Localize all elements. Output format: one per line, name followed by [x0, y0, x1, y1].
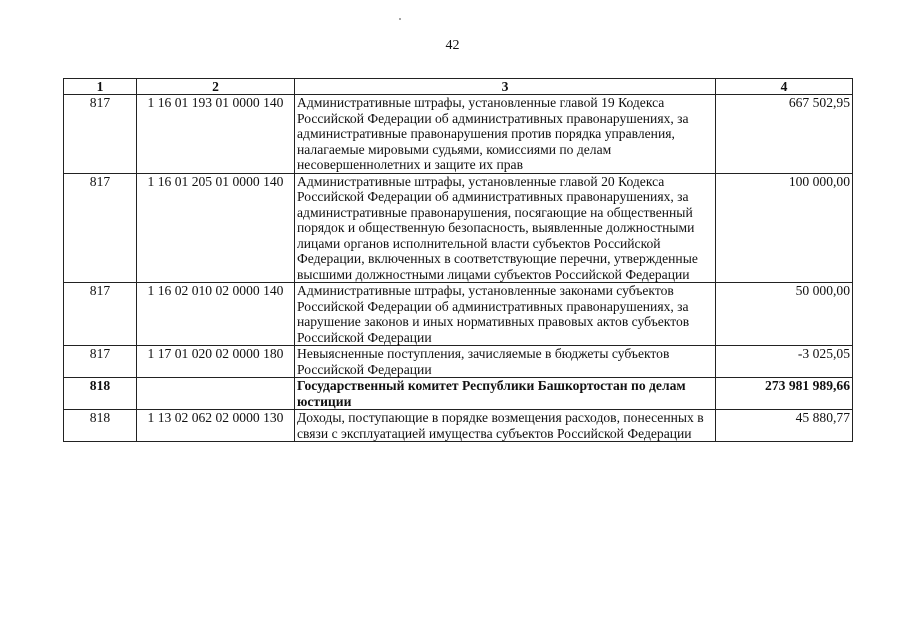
budget-code-cell: 1 16 01 193 01 0000 140 — [137, 95, 295, 174]
column-header-3: 3 — [295, 79, 716, 95]
page-number: 42 — [445, 38, 460, 53]
amount-cell: 45 880,77 — [716, 410, 853, 442]
admin-code-cell: 818 — [64, 378, 137, 410]
income-name-cell: Доходы, поступающие в порядке возмещения расходов, понесенных в связи с эксплуатацией имущества субъектов Российской Федерации — [295, 410, 716, 442]
table-row — [64, 283, 853, 346]
column-header-1: 1 — [64, 79, 137, 95]
table-row — [64, 410, 853, 442]
income-name-cell: Административные штрафы, установленные главой 20 Кодекса Российской Федерации об административных правонарушениях, за административные правонарушения, посягающие на общественный порядок и общественную безопасность, выявленные должностными лицами органов исполнительной власти субъектов Российской Федерации, включенных в соответствующие перечни, утвержденные высшими должностными лицами субъектов Российской Федерации — [295, 173, 716, 283]
admin-code-cell: 817 — [64, 173, 137, 283]
amount-cell: 667 502,95 — [716, 95, 853, 174]
scan-speck — [399, 18, 401, 20]
budget-code-cell: 1 16 02 010 02 0000 140 — [137, 283, 295, 346]
amount-cell: -3 025,05 — [716, 346, 853, 378]
table-row — [64, 95, 853, 174]
admin-code-cell: 817 — [64, 95, 137, 174]
income-name-cell: Административные штрафы, установленные законами субъектов Российской Федерации об административных правонарушениях, за нарушение законов и иных нормативных правовых актов субъектов Российской Федерации — [295, 283, 716, 346]
table-row-section-total — [64, 378, 853, 410]
budget-code-cell — [137, 378, 295, 410]
income-name-cell: Невыясненные поступления, зачисляемые в бюджеты субъектов Российской Федерации — [295, 346, 716, 378]
income-name-cell: Административные штрафы, установленные главой 19 Кодекса Российской Федерации об административных правонарушениях, за административные правонарушения против порядка управления, налагаемые мировыми судьями, комиссиями по делам несовершеннолетних и защите их прав — [295, 95, 716, 174]
budget-code-cell: 1 16 01 205 01 0000 140 — [137, 173, 295, 283]
budget-code-cell: 1 17 01 020 02 0000 180 — [137, 346, 295, 378]
administrator-name-cell: Государственный комитет Республики Башкортостан по делам юстиции — [295, 378, 716, 410]
column-header-2: 2 — [137, 79, 295, 95]
budget-code-cell: 1 13 02 062 02 0000 130 — [137, 410, 295, 442]
table-header-row — [64, 79, 853, 95]
amount-cell: 273 981 989,66 — [716, 378, 853, 410]
revenue-table — [63, 78, 853, 442]
amount-cell: 50 000,00 — [716, 283, 853, 346]
admin-code-cell: 817 — [64, 283, 137, 346]
admin-code-cell: 818 — [64, 410, 137, 442]
column-header-4: 4 — [716, 79, 853, 95]
admin-code-cell: 817 — [64, 346, 137, 378]
table-row — [64, 346, 853, 378]
table-row — [64, 173, 853, 283]
amount-cell: 100 000,00 — [716, 173, 853, 283]
table-body — [64, 95, 853, 442]
